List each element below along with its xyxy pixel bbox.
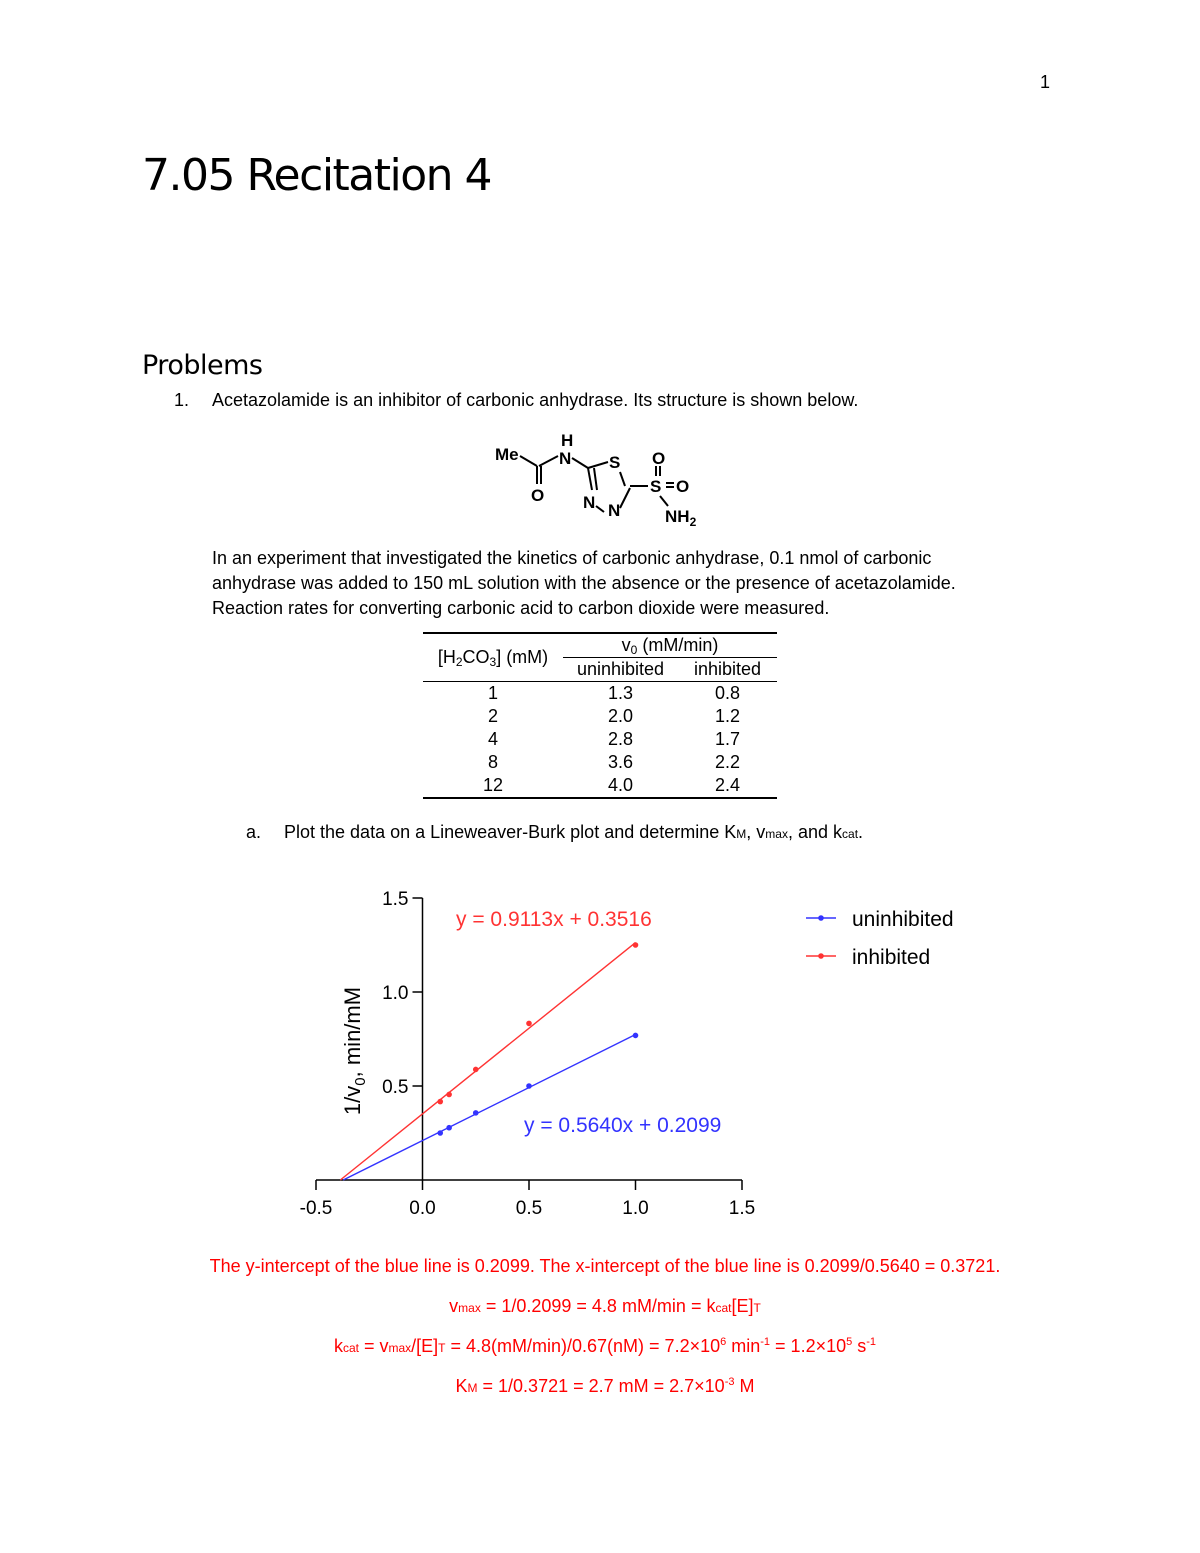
page-number: 1 xyxy=(1040,72,1051,92)
fit-line-inhibited xyxy=(340,943,635,1180)
data-point-uninhibited xyxy=(526,1083,532,1089)
structure-label-o-right: O xyxy=(676,477,690,496)
equation-inhibited: y = 0.9113x + 0.3516 xyxy=(456,908,652,931)
data-point-inhibited xyxy=(446,1092,452,1098)
x-tick-label: -0.5 xyxy=(299,1198,333,1219)
x-tick-label: 0.5 xyxy=(515,1198,543,1219)
document-title: 7.05 Recitation 4 xyxy=(142,150,492,201)
data-point-inhibited xyxy=(633,942,639,948)
part-a-letter: a. xyxy=(246,822,262,842)
structure-label-n-ring-a: N xyxy=(583,493,596,512)
legend-label-uninhibited: uninhibited xyxy=(852,908,954,931)
data-point-uninhibited xyxy=(437,1130,443,1136)
table-row: 1 1.3 0.8 xyxy=(423,682,777,706)
data-point-uninhibited xyxy=(633,1033,639,1039)
structure-label-o-top: O xyxy=(652,449,666,468)
legend-label-inhibited: inhibited xyxy=(852,946,931,969)
data-point-inhibited xyxy=(473,1067,479,1073)
acetazolamide-structure xyxy=(490,426,720,530)
section-heading: Problems xyxy=(142,350,263,381)
structure-label-o-carbonyl: O xyxy=(531,486,545,505)
structure-label-nh2: $NH_2$ xyxy=(665,507,697,529)
answer-kcat: kcat = $vmax/[E]T = 4.8(mM/\min)/0.67(nM) = 7.2\times 10^6$ $\min^{-1} = 1.2\times 10^5$ $s^{-1}$ xyxy=(333,1336,877,1356)
x-tick-label: 1.5 xyxy=(728,1198,756,1219)
paragraph-line: Reaction rates for converting carbonic acid to carbon dioxide were measured. xyxy=(212,598,830,618)
structure-label-n-amide: N xyxy=(559,449,572,468)
table-row: 12 4.0 2.4 xyxy=(423,774,777,798)
data-point-inhibited xyxy=(437,1099,443,1105)
table-row: 4 2.8 1.7 xyxy=(487,729,741,749)
structure-label-me: Me xyxy=(495,445,519,464)
structure-label-s-ring: S xyxy=(609,453,621,472)
problem-number: 1. xyxy=(174,390,190,410)
answer-km: KM = 1/0.3721 = 2.7 mM = $2.7\times 10^{-3}$ M xyxy=(455,1376,755,1396)
y-tick-label: 1.0 xyxy=(382,983,409,1004)
x-tick-label: 0.0 xyxy=(409,1198,436,1219)
structure-label-n-ring-b: N xyxy=(608,501,621,520)
data-point-uninhibited xyxy=(473,1110,479,1116)
paragraph-line: In an experiment that investigated the kinetics of carbonic anhydrase, 0.1 nmol of carbonic xyxy=(212,548,932,568)
answer-vmax: vmax = 1/0.2099 = 4.8 mM/min = kcat[E]T xyxy=(449,1296,761,1316)
y-axis-label: $1/v_0$, min/mM xyxy=(340,986,369,1116)
col-header-inhibited: inhibited xyxy=(678,658,777,682)
problem-intro: Acetazolamide is an inhibitor of carbonic anhydrase. Its structure is shown below. xyxy=(212,390,859,410)
equation-uninhibited: y = 0.5640x + 0.2099 xyxy=(524,1114,722,1137)
data-point-uninhibited xyxy=(446,1125,452,1131)
legend-marker-inhibited xyxy=(818,953,824,959)
y-tick-label: 1.5 xyxy=(382,889,409,910)
x-tick-label: 1.0 xyxy=(622,1198,649,1219)
fit-line-uninhibited xyxy=(343,1035,635,1180)
part-a-question: Plot the data on a Lineweaver-Burk plot and determine KM, vmax, and kcat. xyxy=(284,822,864,842)
y-tick-label: 0.5 xyxy=(382,1077,409,1098)
rate-data-table xyxy=(423,632,777,799)
col-header-rate: $v_0$ (mM/min) xyxy=(621,634,719,657)
structure-label-h: H xyxy=(561,431,574,450)
col-header-uninhibited: uninhibited xyxy=(563,658,678,682)
table-row: 8 3.6 2.2 xyxy=(487,752,741,772)
col-header-concentration: $[H_2CO_3]$ (mM) xyxy=(437,646,549,669)
experiment-paragraph xyxy=(212,546,1072,621)
paragraph-line: anhydrase was added to 150 mL solution with the absence or the presence of acetazolamide. xyxy=(212,573,956,593)
table-row: 2 2.0 1.2 xyxy=(487,706,741,726)
lineweaver-burk-chart xyxy=(280,870,1000,1230)
legend-marker-uninhibited xyxy=(818,915,824,921)
data-point-inhibited xyxy=(526,1021,532,1027)
structure-label-s-sulfonyl: S xyxy=(650,477,662,496)
answer-intercepts: The y-intercept of the blue line is 0.2099. The x-intercept of the blue line is 0.2099/0.5640 = 0.3721. xyxy=(209,1256,1001,1276)
